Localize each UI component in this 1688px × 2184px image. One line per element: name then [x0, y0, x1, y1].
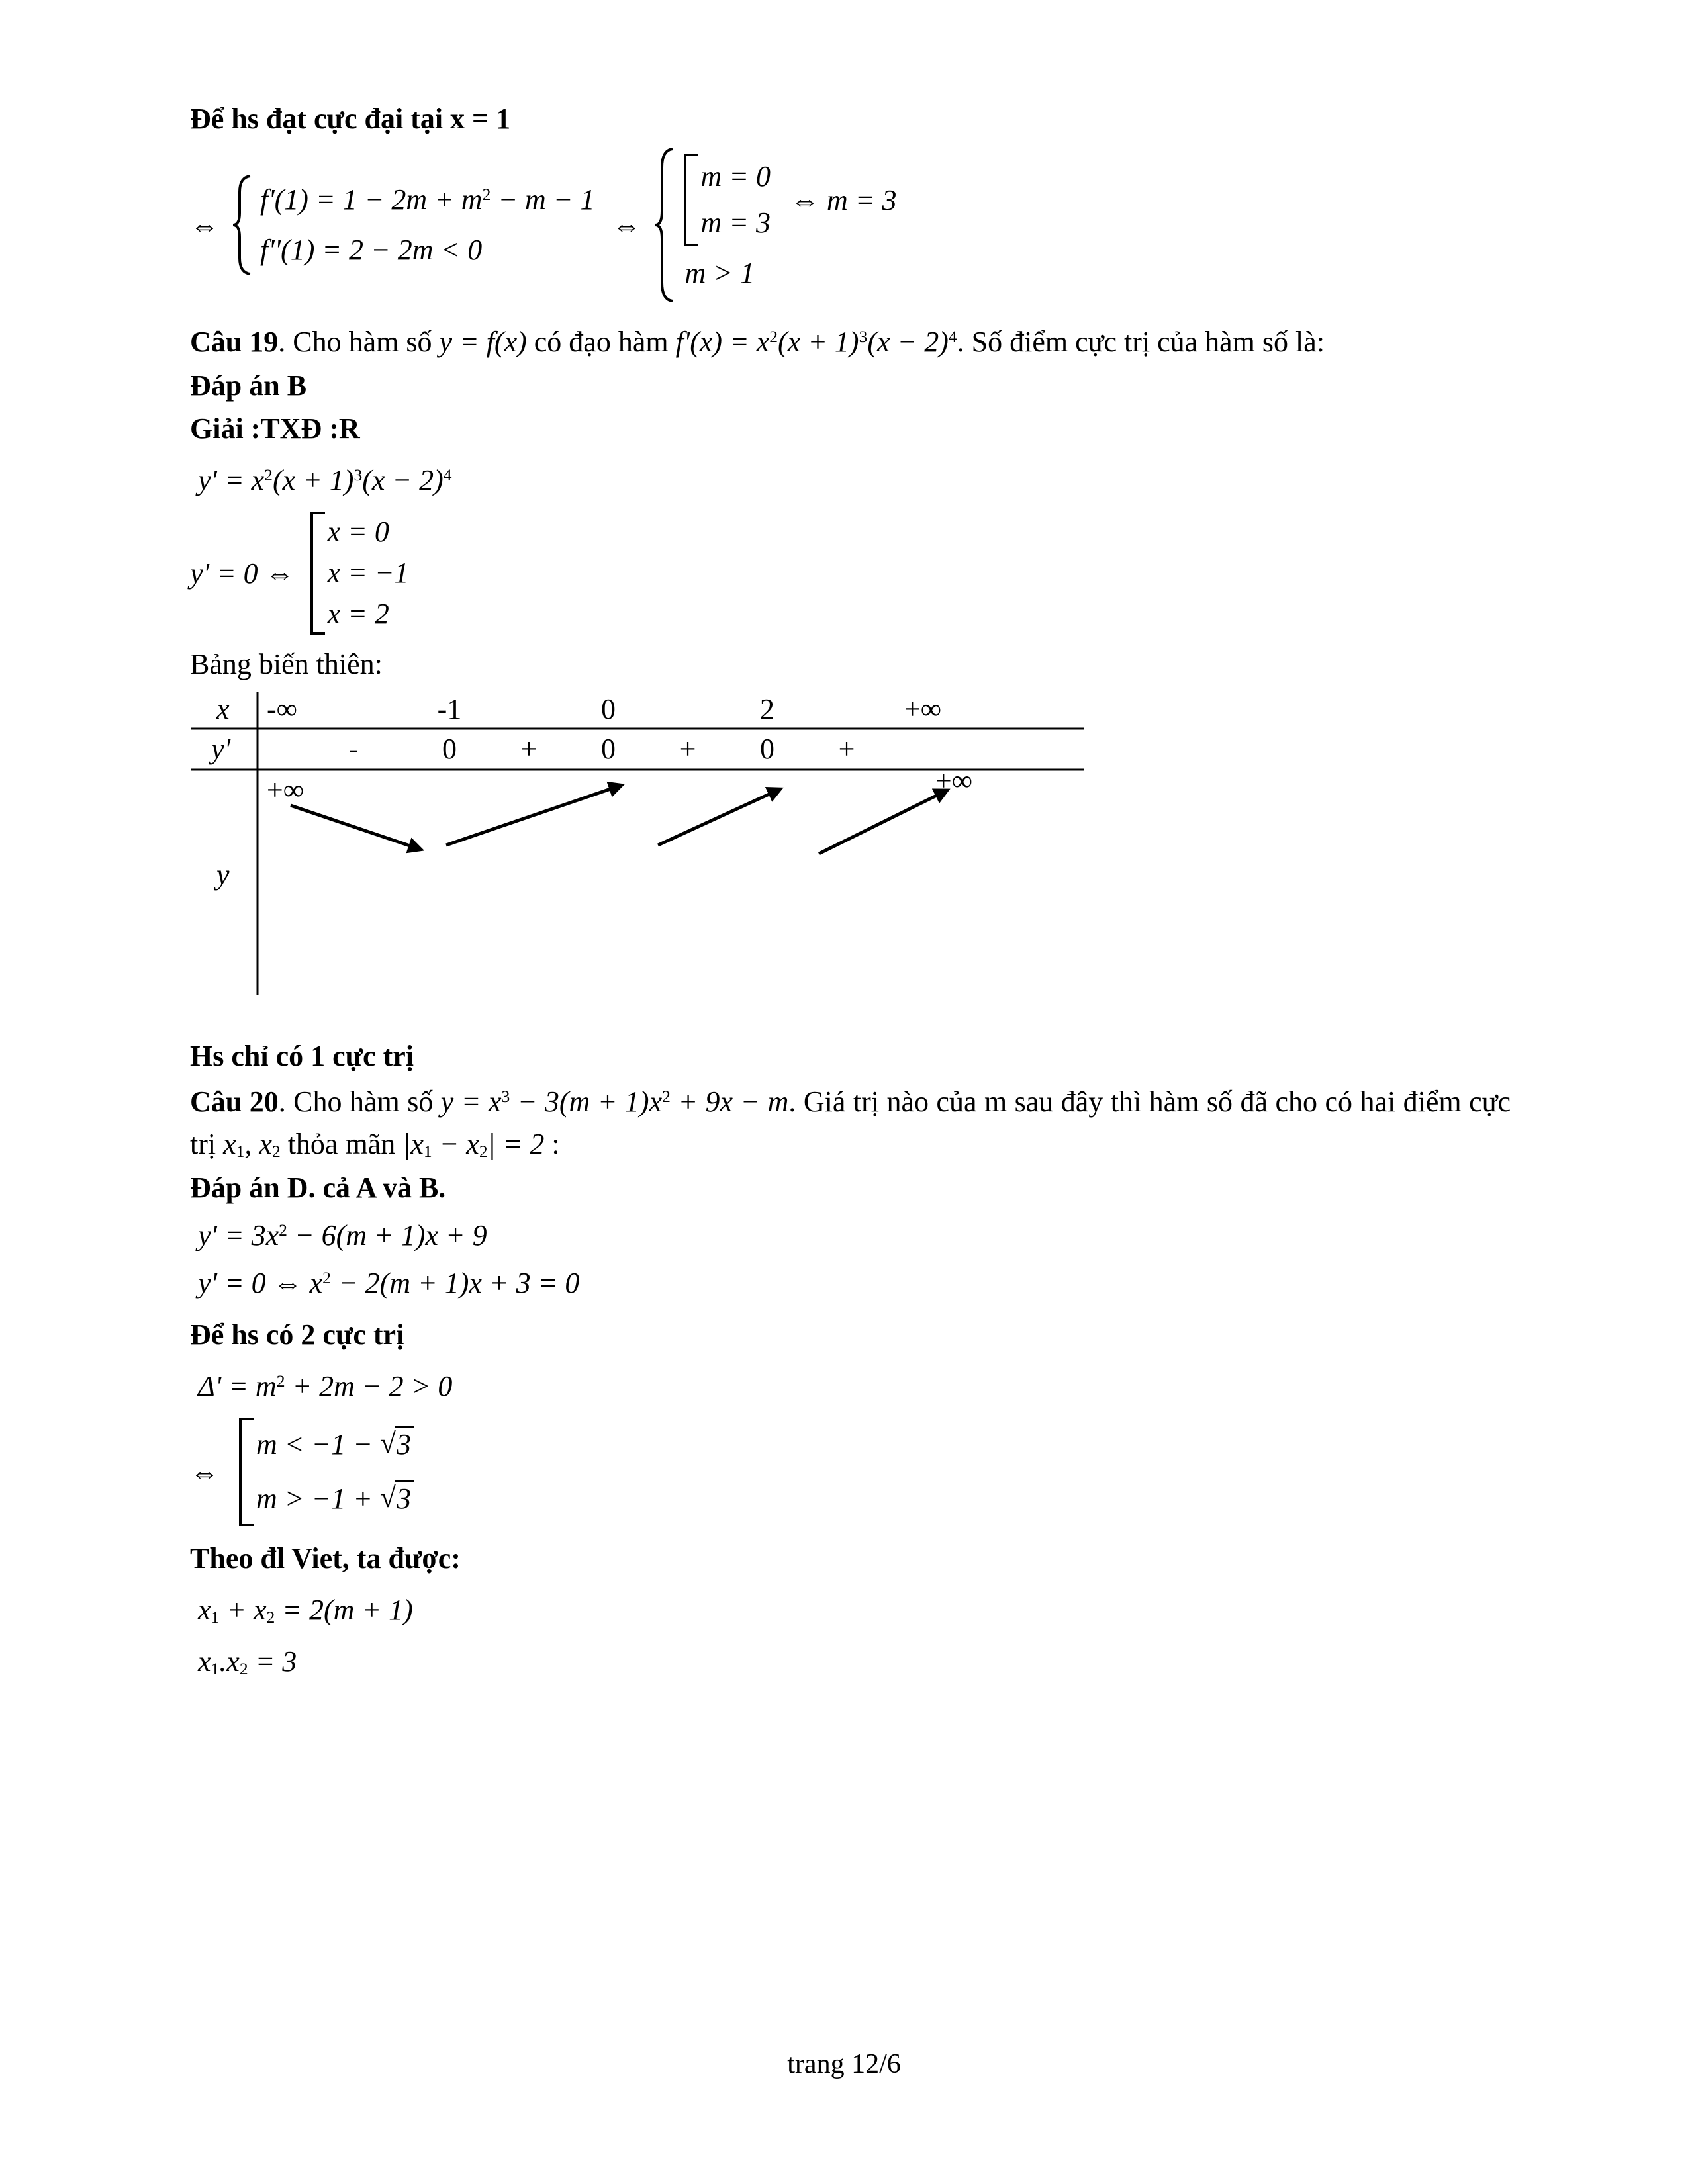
- cases-right: [682, 154, 897, 296]
- bbt-sign: +: [838, 733, 855, 765]
- iff-symbol: ⇔: [612, 208, 641, 242]
- question-text: . Giá trị nào của m sau đây thì hàm số đã cho có hai điểm cực trị: [190, 1085, 1511, 1160]
- cau20-answer: Đáp án D. cả A và B.: [190, 1171, 446, 1204]
- cases-right-top: [682, 154, 897, 246]
- bbt-y-limit-right: +∞: [935, 764, 973, 797]
- question-text: có đạo hàm: [526, 326, 676, 358]
- cau20-condition-heading: Để hs có 2 cực trị: [190, 1318, 404, 1351]
- cau20-derivative-zero: y' = 0 ⇔ $x^2 - 2(m + 1)x + 3 = 0$: [198, 1267, 580, 1299]
- bbt-sign: -: [348, 733, 359, 765]
- bbt-arrow-up-1: [446, 786, 620, 845]
- page-number: trang 12/6: [787, 2049, 901, 2079]
- cases-left: [260, 175, 595, 275]
- bbt-x-value: -∞: [266, 693, 298, 725]
- cau20-question: [190, 1081, 1511, 1165]
- bbt-y-label: y: [216, 858, 230, 891]
- root-line: x = 0: [327, 516, 389, 548]
- inline-math: $|x_1 - x_2| = 2$: [402, 1128, 545, 1161]
- inline-math: y = f(x): [439, 326, 527, 358]
- cau20-m-cases: [190, 1418, 1511, 1526]
- bbt-x-label: x: [216, 693, 230, 725]
- bbt-x-value: -1: [437, 693, 462, 725]
- bbt-sign: 0: [760, 733, 774, 765]
- cau19-answer: Đáp án B: [190, 369, 307, 402]
- variation-table-graphics: [191, 692, 1118, 1003]
- question-label: Câu 20: [190, 1085, 279, 1118]
- question-text: . Số điểm cực trị của hàm số là:: [957, 326, 1325, 358]
- bbt-y-limit-left: +∞: [266, 774, 305, 806]
- bbt-arrow-up-3: [819, 791, 946, 854]
- heading-cuc-dai: Để hs đạt cực đại tại x = 1: [190, 103, 511, 135]
- bbt-sign: +: [679, 733, 696, 765]
- inline-math: $f'(x) = x^2(x + 1)^3(x - 2)^4$: [675, 326, 957, 358]
- cau19-question: [190, 321, 1511, 363]
- cau19-derivative: $y' = x^2(x + 1)^3(x - 2)^4$: [198, 464, 452, 496]
- bbt-x-value: +∞: [904, 693, 942, 725]
- bbt-sign: +: [520, 733, 538, 765]
- cau20-delta: $\Delta' = m^2 + 2m - 2 > 0$: [198, 1370, 453, 1402]
- question-text: . Cho hàm số: [278, 326, 440, 358]
- bbt-sign: 0: [442, 733, 457, 765]
- curly-brace: [653, 146, 676, 304]
- iff-symbol: ⇔: [190, 1455, 219, 1488]
- question-text: . Cho hàm số: [278, 1085, 441, 1118]
- bbt-arrow-down-1: [291, 805, 420, 849]
- inline-math: $y = x^3 - 3(m + 1)x^2 + 9x - m$: [440, 1085, 789, 1118]
- square-bracket: [239, 1418, 414, 1526]
- case-line: f''(1) = 2 − 2m < 0: [260, 234, 483, 266]
- equation-system-cuc-dai: [190, 146, 1511, 304]
- bbt-arrow-up-2: [658, 790, 779, 845]
- bbt-x-value: 2: [760, 693, 774, 725]
- case-line: m = 3: [700, 206, 771, 239]
- question-label: Câu 19: [190, 326, 279, 358]
- cau20-viet-product: $x_1.x_2 = 3$: [198, 1645, 297, 1679]
- cau20-viet-sum: $x_1 + x_2 = 2(m + 1)$: [198, 1594, 413, 1627]
- variation-table: [191, 692, 1118, 1003]
- inline-math: $x_1$, $x_2$: [223, 1128, 281, 1161]
- document-content: [190, 97, 1511, 1693]
- case-line: m = 0: [700, 160, 771, 193]
- bbt-yprime-label: y': [211, 733, 230, 765]
- cau19-solution-head: Giải :TXĐ :R: [190, 412, 360, 445]
- case-line: m > 1: [684, 257, 755, 289]
- cau20-derivative: $y' = 3x^2 - 6(m + 1)x + 9$: [198, 1219, 487, 1251]
- iff-symbol: ⇔: [190, 208, 219, 242]
- root-line: x = −1: [327, 557, 409, 589]
- question-text: thỏa mãn: [280, 1128, 403, 1160]
- curly-brace: [231, 173, 254, 277]
- square-bracket: [684, 154, 771, 246]
- bbt-x-value: 0: [601, 693, 616, 725]
- roots-prefix: y' = 0 ⇔: [190, 557, 295, 590]
- case-line: $f'(1) = 1 - 2m + m^2 - m - 1$: [260, 183, 595, 216]
- cau19-conclusion: Hs chỉ có 1 cực trị: [190, 1040, 414, 1072]
- cau19-roots-system: [190, 512, 1511, 635]
- bbt-label: Bảng biến thiên:: [190, 648, 383, 680]
- square-bracket: [310, 512, 409, 635]
- case-line: m > −1 + √3: [256, 1472, 414, 1526]
- iff-result: ⇔ m = 3: [790, 183, 897, 216]
- root-line: x = 2: [327, 598, 389, 630]
- bbt-sign: 0: [601, 733, 616, 765]
- case-line: m < −1 − √3: [256, 1418, 414, 1472]
- question-text: :: [544, 1128, 560, 1160]
- cau20-viet-heading: Theo đl Viet, ta được:: [190, 1542, 461, 1574]
